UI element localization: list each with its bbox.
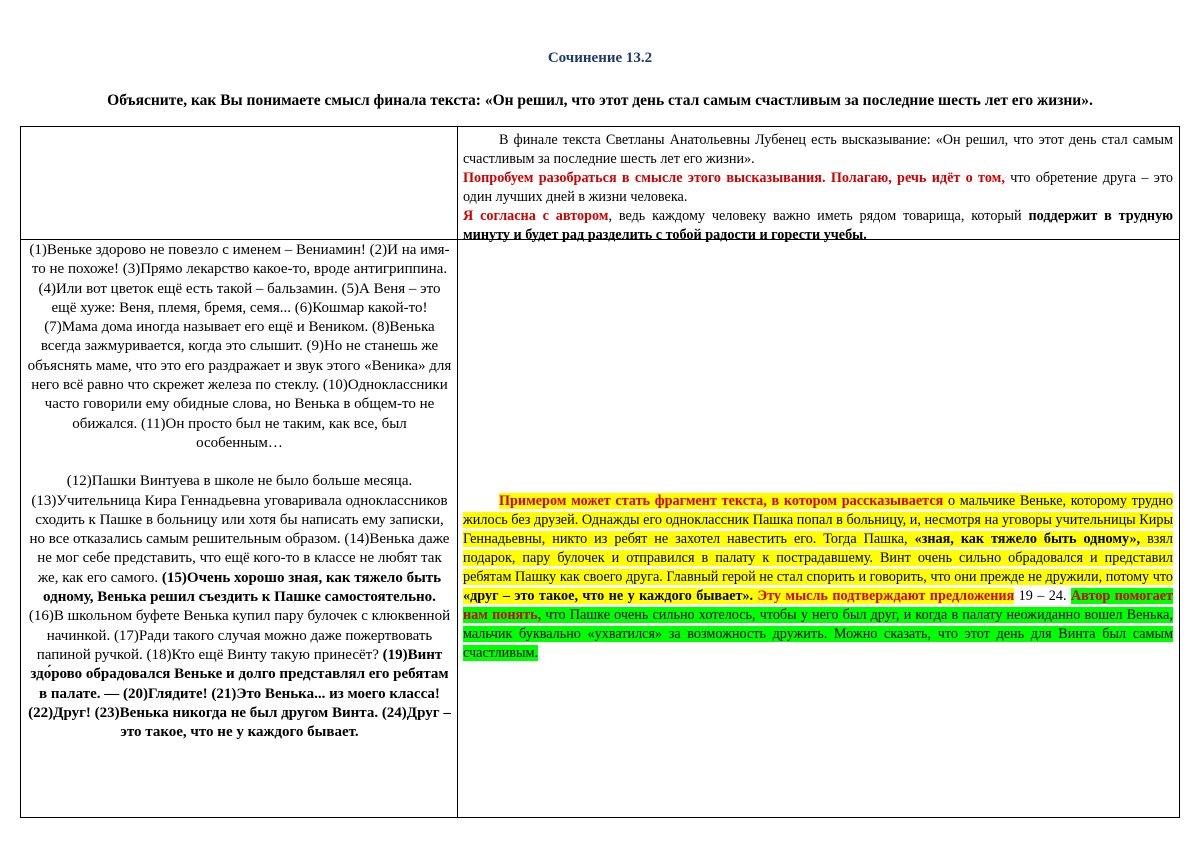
agreement-text: , ведь каждому человеку важно иметь рядом товарища, который [608, 208, 1029, 224]
thesis-lead: Попробуем разобраться в смысле этого высказывания. Полагаю, речь идёт о том, [463, 170, 1005, 186]
intro-paragraph-1 [463, 131, 1173, 169]
column-divider [457, 127, 458, 817]
argument-cell [463, 492, 1173, 663]
quote-2: «друг – это такое, что не у каждого бывает». [463, 588, 754, 604]
agreement-lead: Я согласна с автором [463, 208, 609, 224]
thesis-text: что обретение друга – это один лучших дней в жизни человека. [463, 170, 1173, 205]
source-bold-b: (15)Очень хорошо зная, как тяжело быть одному, Венька решил съездить к Пашке самостоятельно. [43, 569, 442, 606]
source-paragraph-2 [27, 472, 452, 742]
intro-paragraph-2 [463, 169, 1173, 207]
quote-1: «зная, как тяжело быть одному», [914, 531, 1141, 547]
intro-paragraph-3 [463, 207, 1173, 245]
sentence-range: 19 – 24. [1014, 588, 1071, 604]
intro-cell [463, 131, 1173, 245]
confirmation-lead: Эту мысль подтверждают предложения [753, 588, 1015, 604]
source-paragraph-1: (1)Веньке здорово не повезло с именем – Вениамин! (2)И на имя-то не похоже! (3)Прямо лекарство какое-то, вроде антигриппина. (4)Или вот цветок ещё есть такой – бальзамин. (5)А Веня – это ещё хуже: Веня, племя, бремя, семя... (6)Кошмар какой-то! (7)Мама дома иногда называет его ещё и Веником. (8)Венька всегда зажмуривается, когда это слышит. (9)Но не станешь же объяснять маме, что это его раздражает и звук этого «Веника» для него всё равно что скрежет железа по стеклу. (10)Одноклассники часто говорили ему обидные слова, но Венька в общем-то не обижался. (11)Он просто был не таким, как все, был особенным… [27, 242, 452, 451]
source-text-a: (12)Пашки Винтуева в школе не было больше месяца. (13)Учительница Кира Геннадьевна уговаривала одноклассников сходить к Пашке в больницу или хотя бы написать ему записки, но все отказались самым решительным образом. (14)Венька даже не мог себе представить, что ещё кого-то в классе не любят так же, как его самого. [29, 473, 450, 586]
example-lead: Примером может стать фрагмент текста, в котором рассказывается [499, 493, 944, 509]
source-text-c: (16)В школьном буфете Венька купил пару булочек с клюквенной начинкой. (17)Ради такого случая можно даже пожертвовать папиной ручкой. (18)Кто ещё Винту такую принесёт? [28, 608, 451, 663]
author-lead: Автор помогает нам понять, [463, 588, 1174, 623]
example-text: о мальчике Веньке, которому трудно жилось без друзей. Однажды его одноклассник Пашка попал в больницу, и, несмотря на уговоры учительницы Киры Геннадьевны, никто из ребят не захотел навестить его. Тогда Пашка, [463, 493, 1173, 547]
intro-text-1: В финале текста Светланы Анатольевны Лубенец есть высказывание: «Он решил, что этот день стал самым счастливым за последние шесть лет его жизни». [463, 132, 1173, 167]
example-text-2: взял подарок, пару булочек и отправился в палату к пострадавшему. Винт очень сильно обрадовался и представил ребятам Пашку как своего друга. Главный герой не стал спорить и говорить, что они прежде не дружили, потому что [463, 531, 1173, 585]
essay-question: Объясните, как Вы понимаете смысл финала текста: «Он решил, что этот день стал самым счастливым за последние шесть лет его жизни». [107, 92, 1093, 109]
agreement-bold: поддержит в трудную минуту и будет рад разделить с тобой радости и горести учебы. [463, 208, 1173, 243]
essay-table [20, 126, 1180, 818]
source-bold-d: (19)Винт здо́рово обрадовался Веньке и долго представлял его ребятам в палате. — (20)Глядите! (21)Это Венька... из моего класса! (22)Друг! (23)Венька никогда не был другом Винта. (24)Друг – это такое, что не у каждого бывает. [28, 646, 451, 741]
conclusion-text: что Пашке очень сильно хотелось, чтобы у него был друг, и когда в палату неожиданно вошел Венька, мальчик буквально «ухватился» за возможность дружить. Можно сказать, что этот день для Винта был самым счастливым. [463, 607, 1173, 661]
page-title: Сочинение 13.2 [547, 50, 653, 66]
source-text-cell [27, 241, 452, 742]
argument-paragraph [463, 492, 1173, 663]
